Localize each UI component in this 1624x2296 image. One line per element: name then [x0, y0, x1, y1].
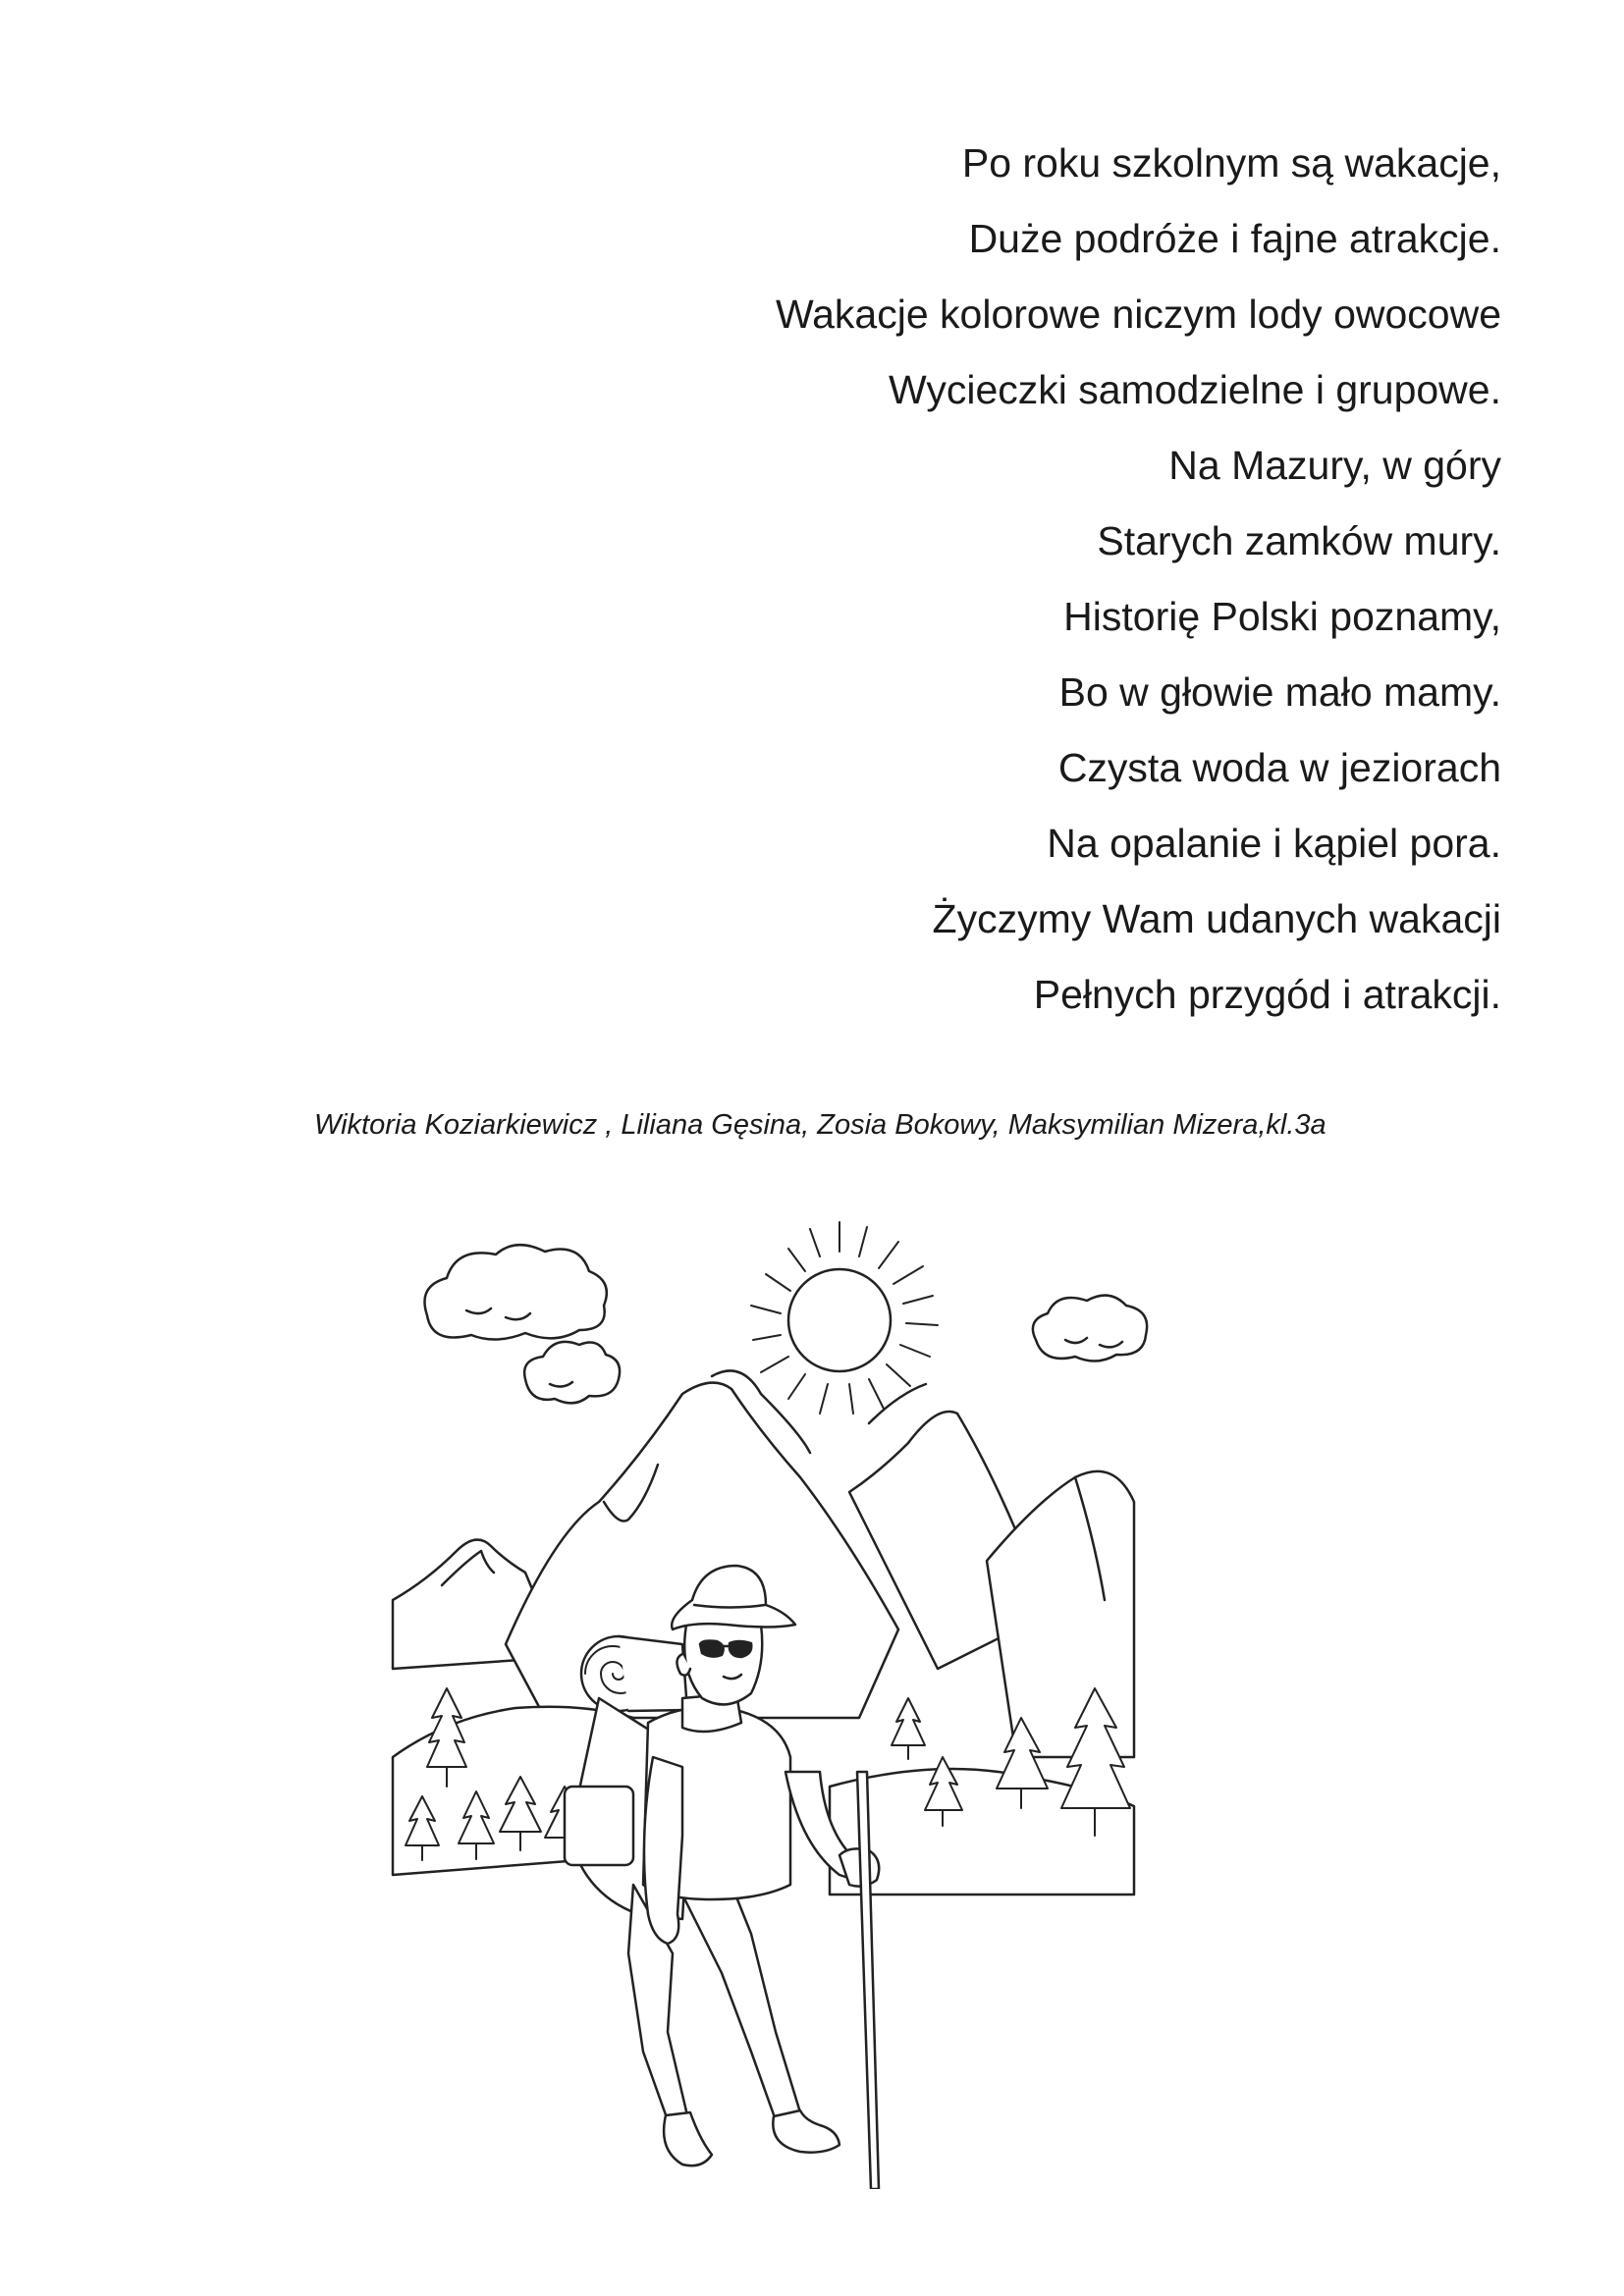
poem-line-10: Na opalanie i kąpiel pora.: [1047, 821, 1501, 866]
poem-line-12: Pełnych przygód i atrakcji.: [1033, 972, 1501, 1017]
poem-line-8: Bo w głowie mało mamy.: [1058, 669, 1501, 715]
cloud-2: [524, 1342, 620, 1403]
sun: [788, 1269, 891, 1371]
poem-line-1: Po roku szkolnym są wakacje,: [961, 140, 1501, 186]
authors-credit: Wiktoria Koziarkiewicz , Liliana Gęsina, Zosia Bokowy, Maksymilian Mizera,kl.3a: [314, 1109, 1326, 1141]
poem-line-11: Życzymy Wam udanych wakacji: [932, 896, 1501, 941]
poem-line-9: Czysta woda w jeziorach: [1057, 745, 1501, 790]
poem-line-5: Na Mazury, w góry: [1168, 443, 1501, 488]
cloud-3: [1033, 1296, 1147, 1362]
poem: [776, 126, 1501, 1033]
poem-line-4: Wycieczki samodzielne i grupowe.: [889, 367, 1501, 412]
poem-line-2: Duże podróże i fajne atrakcje.: [968, 216, 1501, 261]
poem-line-3: Wakacje kolorowe niczym lody owocowe: [775, 292, 1501, 337]
head: [684, 1620, 762, 1704]
poem-line-7: Historię Polski poznamy,: [1063, 594, 1501, 639]
hiker-illustration: [388, 1207, 1252, 2194]
left-shoe: [664, 2112, 712, 2165]
cloud-1: [425, 1245, 607, 1339]
backpack-pocket: [565, 1787, 633, 1865]
right-shoe: [773, 2110, 839, 2153]
poem-line-6: Starych zamków mury.: [1097, 518, 1501, 563]
